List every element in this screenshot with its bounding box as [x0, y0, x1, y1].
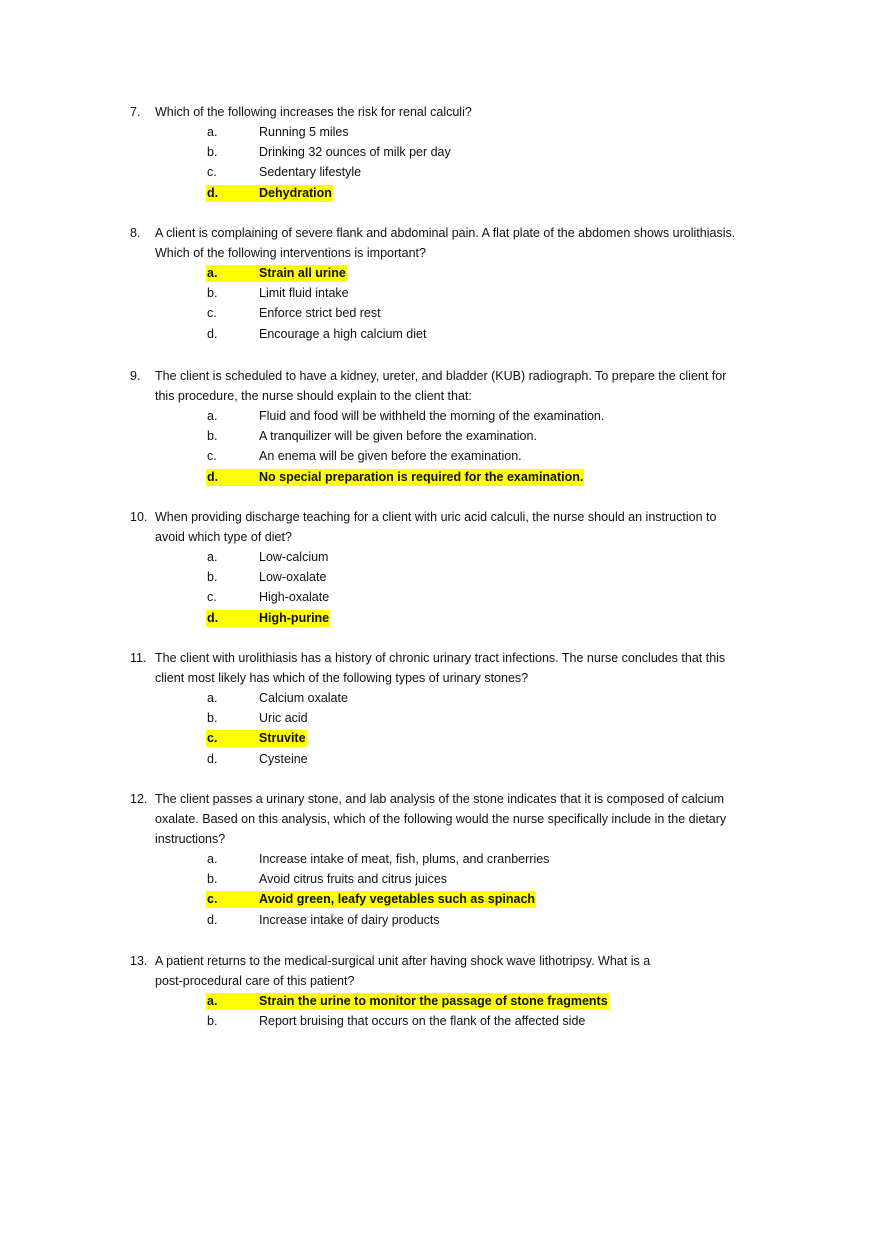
answer-option — [130, 303, 790, 323]
question-text: Which of the following interventions is important? — [155, 246, 426, 260]
answer-option — [130, 142, 790, 162]
option-letter: b. — [207, 1014, 218, 1029]
answer-option — [130, 849, 790, 869]
option-text: Increase intake of meat, fish, plums, and cranberries — [259, 852, 550, 866]
question-text: client most likely has which of the following types of urinary stones? — [155, 671, 529, 685]
answer-option-correct — [130, 608, 790, 628]
question-number: 9. — [130, 369, 141, 383]
option-letter: c. — [207, 306, 217, 321]
question-text: A client is complaining of severe flank and abdominal pain. A flat plate of the abdomen shows urolithiasis. — [155, 226, 736, 240]
option-text: Strain the urine to monitor the passage of stone fragments — [259, 994, 608, 1008]
option-text: High-oxalate — [259, 590, 330, 605]
question-text: Which of the following increases the risk for renal calculi? — [155, 105, 472, 119]
option-letter: a. — [207, 691, 218, 705]
question-11 — [130, 648, 790, 769]
question-8 — [130, 223, 790, 344]
question-text-line — [130, 243, 790, 263]
answer-option — [130, 587, 790, 607]
option-text: Calcium oxalate — [259, 691, 348, 705]
option-letter: c. — [207, 449, 217, 464]
answer-option — [130, 708, 790, 728]
question-13 — [130, 951, 790, 1031]
option-letter: d. — [207, 912, 218, 927]
answer-option — [130, 406, 790, 426]
option-letter: d. — [207, 185, 219, 200]
option-text: Increase intake of dairy products — [259, 912, 440, 927]
answer-option — [130, 324, 790, 344]
option-text: Struvite — [259, 731, 306, 746]
question-text: instructions? — [155, 832, 226, 846]
option-text: Avoid green, leafy vegetables such as spinach — [259, 892, 536, 907]
answer-option — [130, 283, 790, 303]
option-text: Running 5 miles — [259, 125, 349, 139]
option-text: High-purine — [259, 610, 330, 625]
question-number: 11. — [130, 651, 147, 665]
option-letter: a. — [207, 125, 218, 139]
question-12 — [130, 789, 790, 930]
question-text-line — [130, 386, 790, 406]
question-text: this procedure, the nurse should explain to the client that: — [155, 389, 472, 403]
question-text: The client with urolithiasis has a history of chronic urinary tract infections. The nurse concludes that this — [155, 651, 726, 665]
option-letter: a. — [207, 266, 218, 280]
answer-option — [130, 869, 790, 889]
answer-option — [130, 910, 790, 930]
question-text-line — [130, 527, 790, 547]
question-7 — [130, 102, 790, 203]
question-10 — [130, 507, 790, 628]
question-number: 10. — [130, 510, 148, 524]
question-number: 7. — [130, 105, 141, 119]
question-text-line — [130, 366, 790, 386]
option-text: Strain all urine — [259, 266, 346, 280]
answer-option — [130, 749, 790, 769]
option-text: Cysteine — [259, 751, 308, 766]
option-letter: b. — [207, 711, 218, 726]
answer-option-correct — [130, 467, 790, 487]
question-text: post-procedural care of this patient? — [155, 974, 355, 988]
answer-option — [130, 446, 790, 466]
question-text: avoid which type of diet? — [155, 530, 292, 544]
option-text: An enema will be given before the examination. — [259, 449, 522, 464]
option-text: Sedentary lifestyle — [259, 165, 362, 180]
answer-option — [130, 688, 790, 708]
option-text: Encourage a high calcium diet — [259, 326, 427, 341]
option-text: Report bruising that occurs on the flank of the affected side — [259, 1014, 586, 1029]
answer-option — [130, 122, 790, 142]
question-text-line — [130, 951, 790, 971]
question-text: oxalate. Based on this analysis, which of the following would the nurse specifically include in the dietary — [155, 812, 727, 826]
option-letter: c. — [207, 165, 217, 180]
option-letter: a. — [207, 852, 218, 866]
answer-option-correct — [130, 183, 790, 203]
option-letter: b. — [207, 145, 218, 160]
option-letter: a. — [207, 550, 218, 564]
question-number: 13. — [130, 954, 148, 968]
answer-option — [130, 162, 790, 182]
question-text-line — [130, 507, 790, 527]
answer-option-correct — [130, 889, 790, 909]
question-text-line — [130, 789, 790, 809]
option-text: Fluid and food will be withheld the morning of the examination. — [259, 409, 605, 423]
question-text-line — [130, 648, 790, 668]
question-text: The client is scheduled to have a kidney, ureter, and bladder (KUB) radiograph. To prepare the client for — [155, 369, 727, 383]
option-letter: c. — [207, 892, 218, 907]
option-letter: b. — [207, 570, 218, 585]
question-text: The client passes a urinary stone, and lab analysis of the stone indicates that it is composed of calcium — [155, 792, 725, 806]
question-text-line — [130, 668, 790, 688]
answer-option-correct — [130, 728, 790, 748]
option-letter: c. — [207, 590, 217, 605]
answer-option — [130, 567, 790, 587]
answer-option — [130, 547, 790, 567]
question-text: A patient returns to the medical-surgical unit after having shock wave lithotripsy. What is a — [155, 954, 651, 968]
answer-option-correct — [130, 263, 790, 283]
option-letter: d. — [207, 326, 218, 341]
option-text: Drinking 32 ounces of milk per day — [259, 145, 451, 160]
option-text: Dehydration — [259, 185, 332, 200]
option-letter: a. — [207, 994, 218, 1008]
option-text: Low-oxalate — [259, 570, 327, 585]
option-text: Enforce strict bed rest — [259, 306, 381, 321]
option-letter: b. — [207, 429, 218, 444]
question-text-line — [130, 809, 790, 829]
answer-option — [130, 426, 790, 446]
option-letter: b. — [207, 286, 218, 301]
question-number: 12. — [130, 792, 148, 806]
option-letter: a. — [207, 409, 218, 423]
question-text-line — [130, 829, 790, 849]
option-text: Low-calcium — [259, 550, 329, 564]
option-letter: c. — [207, 731, 218, 746]
option-letter: d. — [207, 751, 218, 766]
option-letter: d. — [207, 469, 219, 484]
question-text: When providing discharge teaching for a client with uric acid calculi, the nurse should an instruction to — [155, 510, 717, 524]
question-text-line — [130, 102, 790, 122]
option-text: Avoid citrus fruits and citrus juices — [259, 872, 448, 887]
question-9 — [130, 366, 790, 487]
option-text: A tranquilizer will be given before the examination. — [259, 429, 537, 444]
option-text: Uric acid — [259, 711, 308, 726]
question-text-line — [130, 223, 790, 243]
option-text: No special preparation is required for the examination. — [259, 469, 584, 484]
option-letter: b. — [207, 872, 218, 887]
question-number: 8. — [130, 226, 141, 240]
answer-option — [130, 1011, 790, 1031]
option-letter: d. — [207, 610, 219, 625]
answer-option-correct — [130, 991, 790, 1011]
option-text: Limit fluid intake — [259, 286, 349, 301]
question-text-line — [130, 971, 790, 991]
